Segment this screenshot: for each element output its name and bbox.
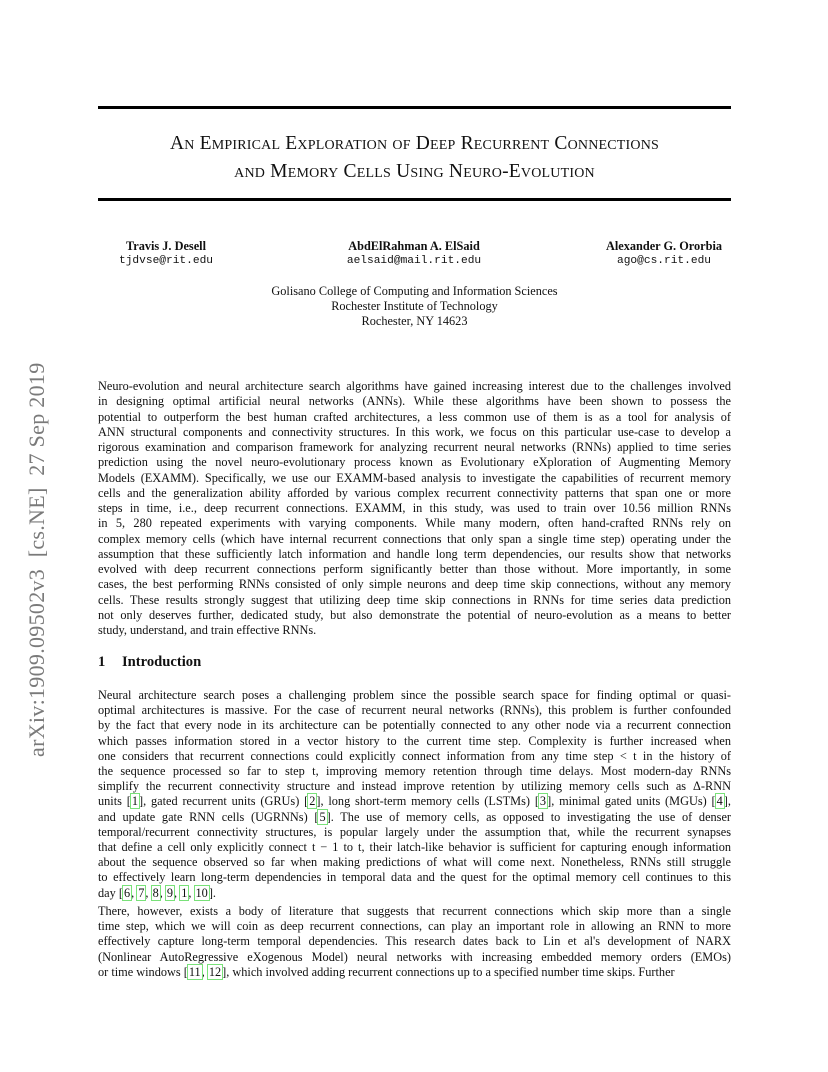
citation-link[interactable]: 8: [152, 885, 159, 900]
affiliation-line: Golisano College of Computing and Information Sciences: [271, 284, 558, 298]
author: [314, 238, 514, 269]
affiliation-line: Rochester Institute of Technology: [331, 299, 498, 314]
author-name: Travis J. Desell: [125, 239, 207, 253]
text-line: potential to outperform the best human crafted architectures, a less common use of them is as a tool for analysis of: [98, 409, 731, 424]
section-number: 1: [98, 654, 106, 670]
text-line: effectively capture long-term temporal dependencies. This research dates back to Lin et al's development of NARX: [98, 934, 731, 949]
citation-link[interactable]: 1: [181, 885, 188, 900]
text-line: the sequence processed so far to step t, improving memory retention through time delays. Most modern-day RNNs: [98, 764, 731, 778]
text-line: evolved with deep recurrent connections perform significantly better than those without. More importantly, in some: [98, 562, 731, 576]
text-line: time step, which we will coin as deep recurrent connections, can play an important role in allowing an RNN to more: [98, 919, 731, 934]
text-line: Neural architecture search poses a challenging problem since the possible search space for finding optimal or quasi-: [98, 688, 731, 702]
author-email[interactable]: tjdvse@rit.edu: [119, 255, 213, 267]
title-line: and Memory Cells Using Neuro-Evolution: [234, 161, 595, 182]
text-line: simplify the recurrent connectivity structure and instead improve retention by utilizing memory cells such as Δ-RNN: [98, 779, 731, 794]
bottom-rule: [98, 198, 731, 201]
author-email[interactable]: ago@cs.rit.edu: [617, 255, 711, 267]
top-rule: [98, 106, 731, 109]
text-line: units [1], gated recurrent units (GRUs) [2], long short-term memory cells (LSTMs) [3], minimal gated units (MGUs) [4],: [98, 794, 731, 809]
citation-link[interactable]: 3: [539, 794, 547, 809]
text-line: day [6, 7, 8, 9, 1, 10].: [98, 885, 216, 900]
text-line: in designing optimal artificial neural networks (ANNs). While these algorithms have been shown to possess the: [98, 394, 731, 409]
text-line: ANN structural components and connectivity structures. In this work, we focus on this particular use-case to develop a: [98, 424, 731, 439]
text-line: rigorous examination and comparison framework for analyzing recurrent neural networks (RNNs) applied to time series: [98, 440, 731, 454]
text-line: in 5, 280 repeated experiments with varying components. While many modern, often hand-crafted RNNs rely on: [98, 516, 731, 531]
affiliation-line: Rochester, NY 14623: [361, 314, 468, 329]
text-line: steps in time, i.e., deep recurrent connections. EXAMM, in this study, was used to train over 10.56 million RNNs: [98, 501, 731, 515]
section-title: Introduction: [122, 654, 202, 670]
citation-link[interactable]: 9: [166, 885, 174, 900]
text-line: that define a cell only explicitly connect t − 1 to t, their latch-like behavior is sufficient for capturing enough information: [98, 840, 731, 854]
text-line: optimal architectures is massive. For the case of recurrent neural networks (RNNs), this problem is further confounded: [98, 703, 731, 718]
text-line: cases, the best performing RNNs consisted of only simple neurons and deep time skip connections, without any memory: [98, 577, 731, 592]
text-line: and update gate RNN cells (UGRNNs) [5]. The use of memory cells, as opposed to investigating the use of denser: [98, 809, 732, 824]
text-line: cells. These results strongly suggest that utilizing deep time skip connections in RNNs for time series data prediction: [98, 592, 731, 607]
affiliation: [98, 284, 731, 330]
arxiv-sidebar-stamp: arXiv:1909.09502v3 [cs.NE] 27 Sep 2019: [24, 362, 49, 757]
citation-link[interactable]: 12: [208, 964, 222, 979]
author-name: Alexander G. Ororbia: [605, 239, 723, 253]
citation-link[interactable]: 7: [138, 885, 145, 900]
text-line: There, however, exists a body of literature that suggests that recurrent connections which skip more than a single: [98, 904, 731, 918]
text-line: by the fact that every node in its architecture can be potentially connected to any other node via a recurrent connection: [98, 718, 731, 733]
text-line: temporal/recurrent connectivity structures, is popular largely under the assumption that, while the recurrent synapses: [98, 824, 731, 839]
text-line: Neuro-evolution and neural architecture search algorithms have gained increasing interest due to the challenges involved: [98, 379, 731, 393]
text-line: (Nonlinear AutoRegressive eXogenous Model) neural networks with increasing embedded memory orders (EMOs): [98, 949, 731, 964]
author-email[interactable]: aelsaid@mail.rit.edu: [346, 255, 482, 267]
text-line: assumption that these sufficiently latch information and handle long term dependencies, our results show that networks: [98, 546, 731, 561]
text-line: or time windows [11, 12], which involved adding recurrent connections up to a specified number time skips. Further: [98, 964, 675, 979]
author-name: AbdElRahman A. ElSaid: [348, 239, 480, 253]
citation-link[interactable]: 2: [309, 794, 316, 809]
citation-link[interactable]: 6: [123, 885, 131, 900]
text-line: complex memory cells (which have internal recurrent connections that only span a single time step) operating under the: [98, 531, 731, 546]
text-line: Models (EXAMM). Specifically, we use our EXAMM-based analysis to investigate the capabilities of recurrent memory: [98, 470, 731, 485]
paper-title: [98, 130, 731, 186]
author: [66, 238, 266, 269]
text-line: which passes information stored in a vector history to the current time step. Complexity is further increased when: [98, 733, 731, 748]
citation-link[interactable]: 4: [716, 794, 723, 809]
citation-link[interactable]: 1: [131, 794, 138, 809]
text-line: study, understand, and train effective RNNs.: [98, 623, 317, 637]
text-line: not only deserves further, dedicated study, but also demonstrate the potential of neuro-evolution as a means to better: [98, 607, 731, 622]
text-line: one considers that recurrent connections could explicitly connect information from any time step < t in the history of: [98, 748, 731, 763]
text-line: cells and the generalization ability afforded by various complex recurrent connectivity patterns that span one or more: [98, 485, 731, 500]
citation-link[interactable]: 11: [188, 964, 201, 979]
section-heading: [98, 654, 201, 671]
citation-link[interactable]: 10: [195, 885, 208, 900]
author: [564, 238, 764, 269]
citation-link[interactable]: 5: [319, 809, 326, 824]
text-line: to effectively learn long-term dependencies in temporal data and the quest for the optimal memory cell continues to this: [98, 870, 731, 885]
author-block: [98, 238, 731, 278]
text-line: prediction using the novel neuro-evolutionary process known as Evolutionary eXploration of Augmenting Memory: [98, 455, 731, 470]
title-line: An Empirical Exploration of Deep Recurrent Connections: [169, 133, 660, 154]
text-line: about the sequence observed so far when making predictions of what will come next. Nonetheless, RNNs still struggle: [98, 855, 731, 870]
